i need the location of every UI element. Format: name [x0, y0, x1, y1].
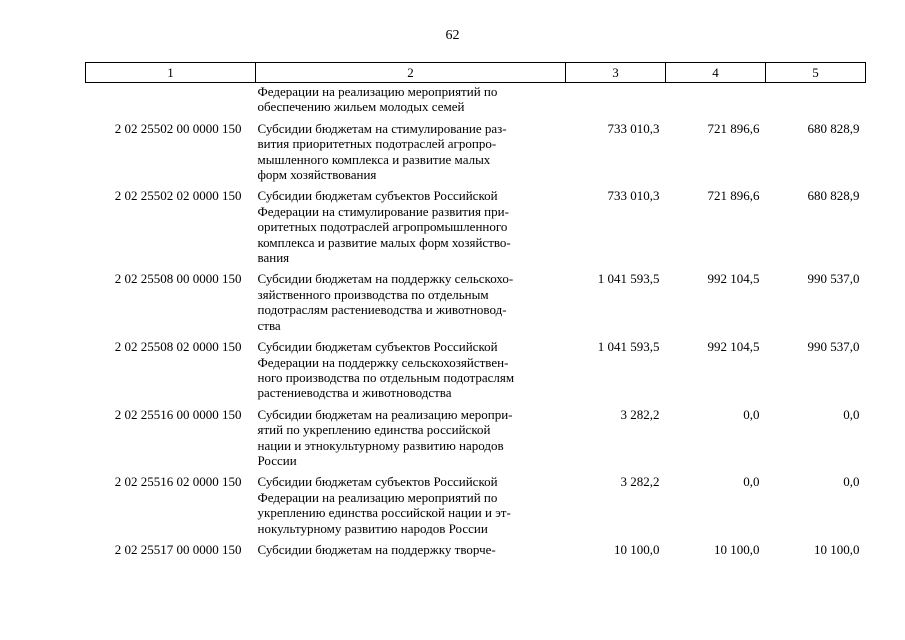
- description-line: форм хозяйствования: [257, 167, 377, 183]
- amount-cell: 0,0: [843, 474, 860, 490]
- description-line: укреплению единства российской нации и эт-: [257, 505, 511, 521]
- table-body: [86, 83, 866, 558]
- amount-cell: 3 282,2: [620, 406, 660, 422]
- description-line: ятий по укреплению единства российской: [257, 422, 491, 438]
- amount-cell: 0,0: [743, 406, 760, 422]
- amount-cell: 0,0: [743, 474, 760, 490]
- description-line: Субсидии бюджетам на стимулирование раз-: [257, 120, 507, 136]
- description-line: Федерации на реализацию мероприятий по: [257, 489, 498, 505]
- amount-cell: 992 104,5: [707, 271, 760, 287]
- description-line: Федерации на поддержку сельскохозяйствен-: [257, 354, 509, 370]
- amount-cell: 721 896,6: [707, 120, 760, 136]
- description-line: вития приоритетных подотраслей агропро-: [257, 136, 497, 152]
- amount-cell: 733 010,3: [607, 188, 660, 204]
- description-line: Субсидии бюджетам субъектов Российской: [257, 339, 498, 355]
- description-cell: [256, 265, 566, 333]
- budget-code-cell: 2 02 25502 02 0000 150: [114, 188, 242, 204]
- amount-cell: 680 828,9: [807, 120, 860, 136]
- amount-cell: 990 537,0: [807, 271, 860, 287]
- description-cell: [256, 182, 566, 265]
- description-cell: [256, 401, 566, 469]
- budget-code-cell: 2 02 25502 00 0000 150: [114, 120, 242, 136]
- column-header: 2: [256, 63, 566, 83]
- amount-cell: 1 041 593,5: [597, 339, 660, 355]
- table-row: [86, 401, 866, 469]
- description-line: подотраслям растениеводства и животновод-: [257, 302, 507, 318]
- budget-code-cell: 2 02 25516 00 0000 150: [114, 406, 242, 422]
- description-line: ства: [257, 317, 281, 333]
- description-line: Субсидии бюджетам на реализацию меропри-: [257, 406, 513, 422]
- description-line: обеспечению жильем молодых семей: [257, 99, 465, 115]
- amount-cell: 990 537,0: [807, 339, 860, 355]
- table-row: [86, 265, 866, 333]
- amount-cell: 733 010,3: [607, 120, 660, 136]
- table-row: [86, 115, 866, 183]
- description-line: Субсидии бюджетам субъектов Российской: [257, 474, 498, 490]
- column-header: 5: [766, 63, 866, 83]
- amount-cell: 10 100,0: [814, 541, 860, 557]
- description-cell: [256, 333, 566, 401]
- description-line: зяйственного производства по отдельным: [257, 286, 489, 302]
- amount-cell: 10 100,0: [714, 541, 760, 557]
- table-row: [86, 333, 866, 401]
- table-header-row: [86, 63, 866, 83]
- amount-cell: 0,0: [843, 406, 860, 422]
- budget-table: [85, 62, 866, 557]
- budget-code-cell: 2 02 25516 02 0000 150: [114, 474, 242, 490]
- table-row: [86, 468, 866, 536]
- table-row: [86, 536, 866, 557]
- amount-cell: 992 104,5: [707, 339, 760, 355]
- table-row: [86, 182, 866, 265]
- amount-cell: [766, 83, 866, 115]
- description-line: мышленного комплекса и развитие малых: [257, 151, 491, 167]
- description-line: растениеводства и животноводства: [257, 385, 452, 401]
- amount-cell: 680 828,9: [807, 188, 860, 204]
- description-line: вания: [257, 250, 290, 266]
- column-header: 4: [666, 63, 766, 83]
- description-line: комплекса и развитие малых форм хозяйство-: [257, 234, 511, 250]
- budget-code-cell: 2 02 25508 00 0000 150: [114, 271, 242, 287]
- amount-cell: [566, 83, 666, 115]
- table-row: [86, 83, 866, 115]
- budget-code-cell: 2 02 25517 00 0000 150: [114, 541, 242, 557]
- description-line: Федерации на стимулирование развития при-: [257, 203, 509, 219]
- description-cell: [256, 115, 566, 183]
- amount-cell: 10 100,0: [614, 541, 660, 557]
- description-line: Субсидии бюджетам субъектов Российской: [257, 188, 498, 204]
- description-line: Субсидии бюджетам на поддержку сельскохо-: [257, 271, 514, 287]
- description-line: нации и этнокультурному развитию народов: [257, 437, 504, 453]
- description-line: нокультурному развитию народов России: [257, 520, 488, 536]
- amount-cell: 3 282,2: [620, 474, 660, 490]
- amount-cell: 721 896,6: [707, 188, 760, 204]
- budget-code-cell: 2 02 25508 02 0000 150: [114, 339, 242, 355]
- description-cell: [256, 536, 566, 557]
- description-cell: [256, 468, 566, 536]
- page-number: 62: [445, 28, 460, 43]
- column-header: 3: [566, 63, 666, 83]
- description-cell: [256, 83, 566, 115]
- amount-cell: 1 041 593,5: [597, 271, 660, 287]
- description-line: Федерации на реализацию мероприятий по: [257, 84, 498, 99]
- column-header: 1: [86, 63, 256, 83]
- description-line: оритетных подотраслей агропромышленного: [257, 219, 508, 235]
- budget-code-cell: [86, 83, 256, 115]
- description-line: России: [257, 452, 297, 468]
- description-line: Субсидии бюджетам на поддержку творче-: [257, 541, 496, 557]
- description-line: ного производства по отдельным подотраслям: [257, 369, 515, 385]
- amount-cell: [666, 83, 766, 115]
